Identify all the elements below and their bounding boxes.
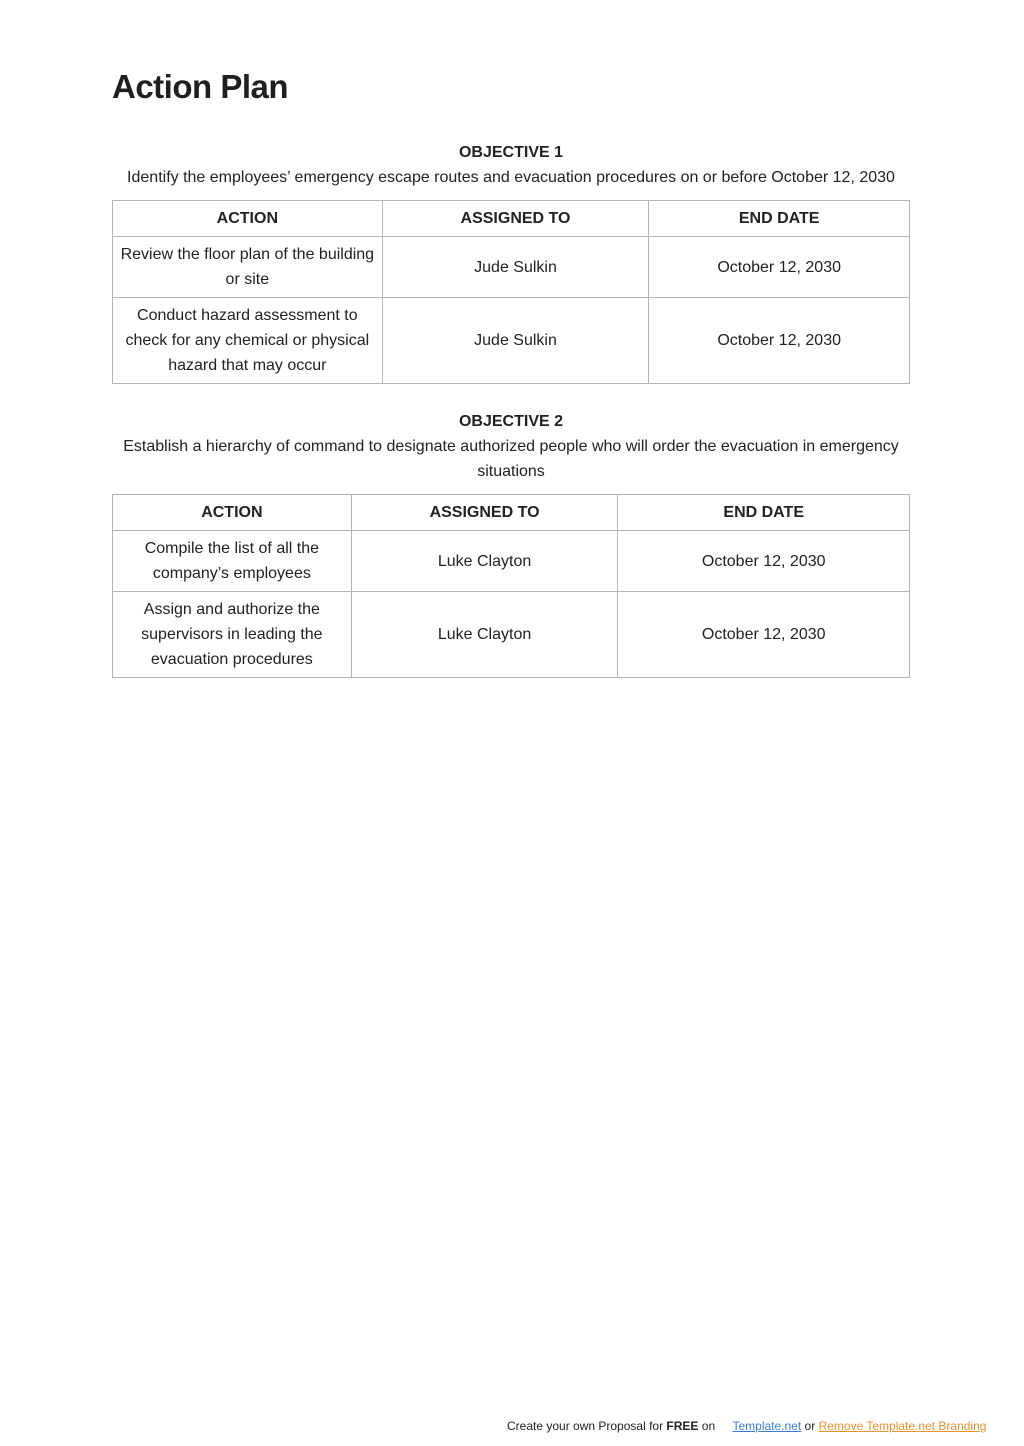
cell-end-date: October 12, 2030 bbox=[649, 237, 910, 298]
cell-assigned-to: Luke Clayton bbox=[351, 531, 618, 592]
table-row bbox=[113, 531, 910, 592]
header-action: ACTION bbox=[113, 201, 383, 237]
header-action: ACTION bbox=[113, 495, 352, 531]
table-row bbox=[113, 237, 910, 298]
cell-end-date: October 12, 2030 bbox=[618, 531, 910, 592]
footer-branding bbox=[507, 1419, 986, 1433]
footer-text: Create your own Proposal for bbox=[507, 1419, 664, 1433]
cell-action: Review the floor plan of the building or site bbox=[113, 237, 383, 298]
header-end-date: END DATE bbox=[649, 201, 910, 237]
objective-1-table bbox=[112, 200, 910, 384]
cell-end-date: October 12, 2030 bbox=[618, 592, 910, 678]
cell-action: Assign and authorize the supervisors in leading the evacuation procedures bbox=[113, 592, 352, 678]
remove-branding-link[interactable]: Remove Template.net Branding bbox=[818, 1419, 987, 1433]
cell-action: Compile the list of all the company’s employees bbox=[113, 531, 352, 592]
header-end-date: END DATE bbox=[618, 495, 910, 531]
footer-free: FREE bbox=[666, 1419, 699, 1433]
footer-or: or bbox=[804, 1419, 816, 1433]
table-row bbox=[113, 592, 910, 678]
table-header-row bbox=[113, 495, 910, 531]
objective-1 bbox=[112, 140, 910, 190]
cell-assigned-to: Jude Sulkin bbox=[382, 298, 649, 384]
objective-heading: OBJECTIVE 2 bbox=[458, 413, 564, 430]
objective-2 bbox=[112, 409, 910, 484]
header-assigned-to: ASSIGNED TO bbox=[382, 201, 649, 237]
cell-assigned-to: Jude Sulkin bbox=[382, 237, 649, 298]
table-row bbox=[113, 298, 910, 384]
objective-heading: OBJECTIVE 1 bbox=[458, 144, 564, 161]
cell-end-date: October 12, 2030 bbox=[649, 298, 910, 384]
cell-assigned-to: Luke Clayton bbox=[351, 592, 618, 678]
template-net-link[interactable]: Template.net bbox=[732, 1419, 802, 1433]
objective-description: Establish a hierarchy of command to designate authorized people who will order the evacuation in emergency situations bbox=[123, 438, 899, 480]
objective-description: Identify the employees’ emergency escape routes and evacuation procedures on or before October 12, 2030 bbox=[127, 169, 895, 186]
cell-action: Conduct hazard assessment to check for any chemical or physical hazard that may occur bbox=[113, 298, 383, 384]
table-header-row bbox=[113, 201, 910, 237]
objective-2-table bbox=[112, 494, 910, 678]
footer-on: on bbox=[701, 1419, 716, 1433]
page-title: Action Plan bbox=[112, 68, 289, 105]
header-assigned-to: ASSIGNED TO bbox=[351, 495, 618, 531]
